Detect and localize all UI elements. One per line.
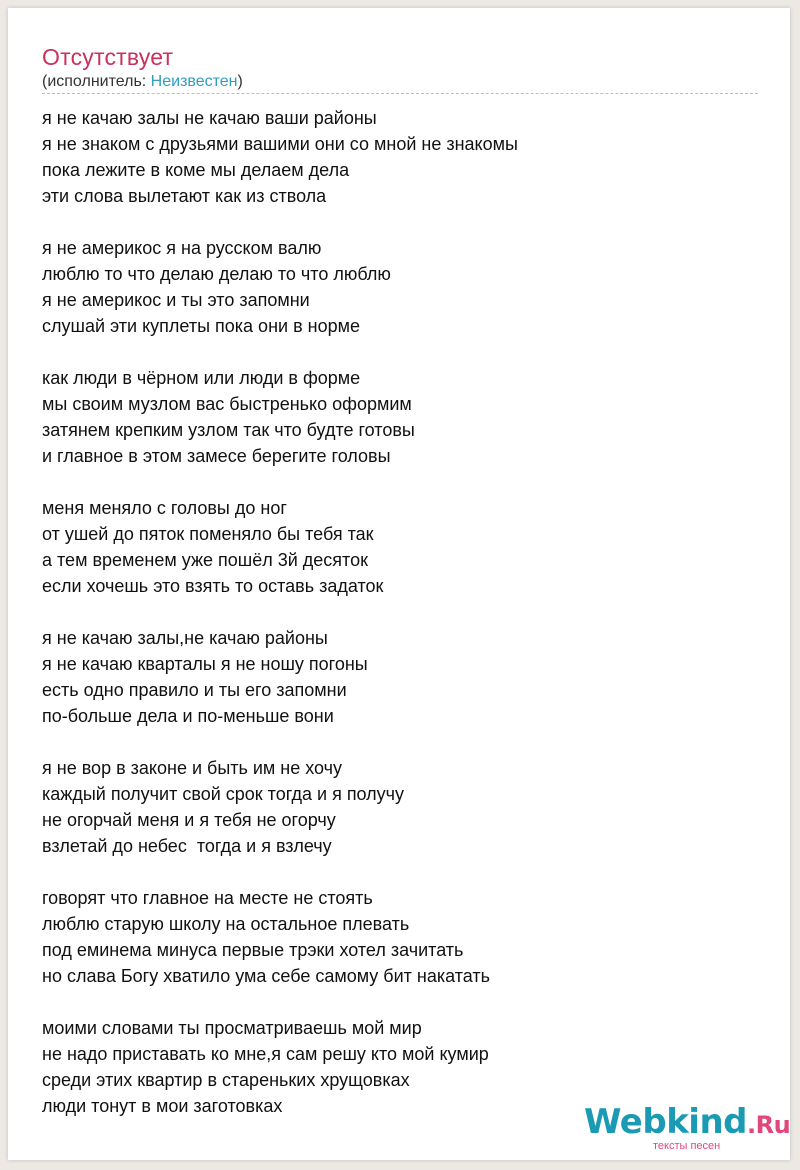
- lyrics-stanza: [42, 625, 758, 729]
- lyric-line: среди этих квартир в стареньких хрущовках: [42, 1070, 410, 1090]
- artist-line: [42, 73, 243, 91]
- lyric-line: люди тонут в мои заготовках: [42, 1096, 283, 1116]
- lyric-line: люблю то что делаю делаю то что люблю: [42, 264, 391, 284]
- lyric-line: есть одно правило и ты его запомни: [42, 680, 347, 700]
- artist-link[interactable]: Неизвестен: [150, 73, 238, 90]
- lyric-line: каждый получит свой срок тогда и я получу: [42, 784, 405, 804]
- lyric-line: я не вор в законе и быть им не хочу: [42, 758, 343, 778]
- logo-tagline: тексты песен: [653, 1140, 721, 1152]
- lyric-line: я не качаю кварталы я не ношу погоны: [42, 654, 368, 674]
- logo-brand: Webkind: [584, 1102, 747, 1142]
- lyrics-sheet: [8, 8, 790, 1160]
- lyrics-stanza: [42, 105, 758, 209]
- lyric-line: если хочешь это взять то оставь задаток: [42, 576, 384, 596]
- lyric-line: а тем временем уже пошёл 3й десяток: [42, 550, 368, 570]
- lyric-line: я не качаю залы,не качаю районы: [42, 628, 328, 648]
- lyrics-stanza: [42, 235, 758, 339]
- webkind-logo[interactable]: [584, 1102, 791, 1156]
- lyric-line: пока лежите в коме мы делаем дела: [42, 160, 350, 180]
- lyric-line: мы своим музлом вас быстренько оформим: [42, 394, 412, 414]
- lyric-line: как люди в чёрном или люди в форме: [42, 368, 361, 388]
- artist-prefix: (исполнитель:: [42, 73, 151, 90]
- lyric-line: я не америкос и ты это запомни: [42, 290, 310, 310]
- logo-tld: .Ru: [747, 1111, 791, 1139]
- lyric-line: и главное в этом замесе берегите головы: [42, 446, 391, 466]
- lyric-line: моими словами ты просматриваешь мой мир: [42, 1018, 422, 1038]
- lyric-line: под еминема минуса первые трэки хотел зачитать: [42, 940, 464, 960]
- lyric-line: говорят что главное на месте не стоять: [42, 888, 373, 908]
- song-title: Отсутствует: [42, 44, 174, 70]
- lyric-line: взлетай до небес тогда и я взлечу: [42, 836, 332, 856]
- logo-wordmark: [584, 1102, 790, 1142]
- lyric-line: но слава Богу хватило ума себе самому бит накатать: [42, 966, 491, 986]
- lyric-line: от ушей до пяток поменяло бы тебя так: [42, 524, 374, 544]
- lyrics-stanza: [42, 365, 758, 469]
- artist-suffix: ): [237, 73, 243, 90]
- header-divider: [42, 93, 758, 94]
- lyric-line: эти слова вылетают как из ствола: [42, 186, 327, 206]
- lyric-line: я не знаком с друзьями вашими они со мной не знакомы: [42, 134, 518, 154]
- lyrics-stanza: [42, 755, 758, 859]
- lyrics-stanza: [42, 885, 758, 989]
- lyric-line: слушай эти куплеты пока они в норме: [42, 316, 360, 336]
- lyric-line: затянем крепким узлом так что будте готовы: [42, 420, 415, 440]
- lyric-line: меня меняло с головы до ног: [42, 498, 287, 518]
- lyrics-stanza: [42, 495, 758, 599]
- lyrics-body: [42, 105, 758, 1145]
- lyric-line: по-больше дела и по-меньше вони: [42, 706, 334, 726]
- lyric-line: я не качаю залы не качаю ваши районы: [42, 108, 377, 128]
- lyric-line: не огорчай меня и я тебя не огорчу: [42, 810, 336, 830]
- lyric-line: не надо приставать ко мне,я сам решу кто мой кумир: [42, 1044, 489, 1064]
- lyric-line: я не америкос я на русском валю: [42, 238, 322, 258]
- lyric-line: люблю старую школу на остальное плевать: [42, 914, 410, 934]
